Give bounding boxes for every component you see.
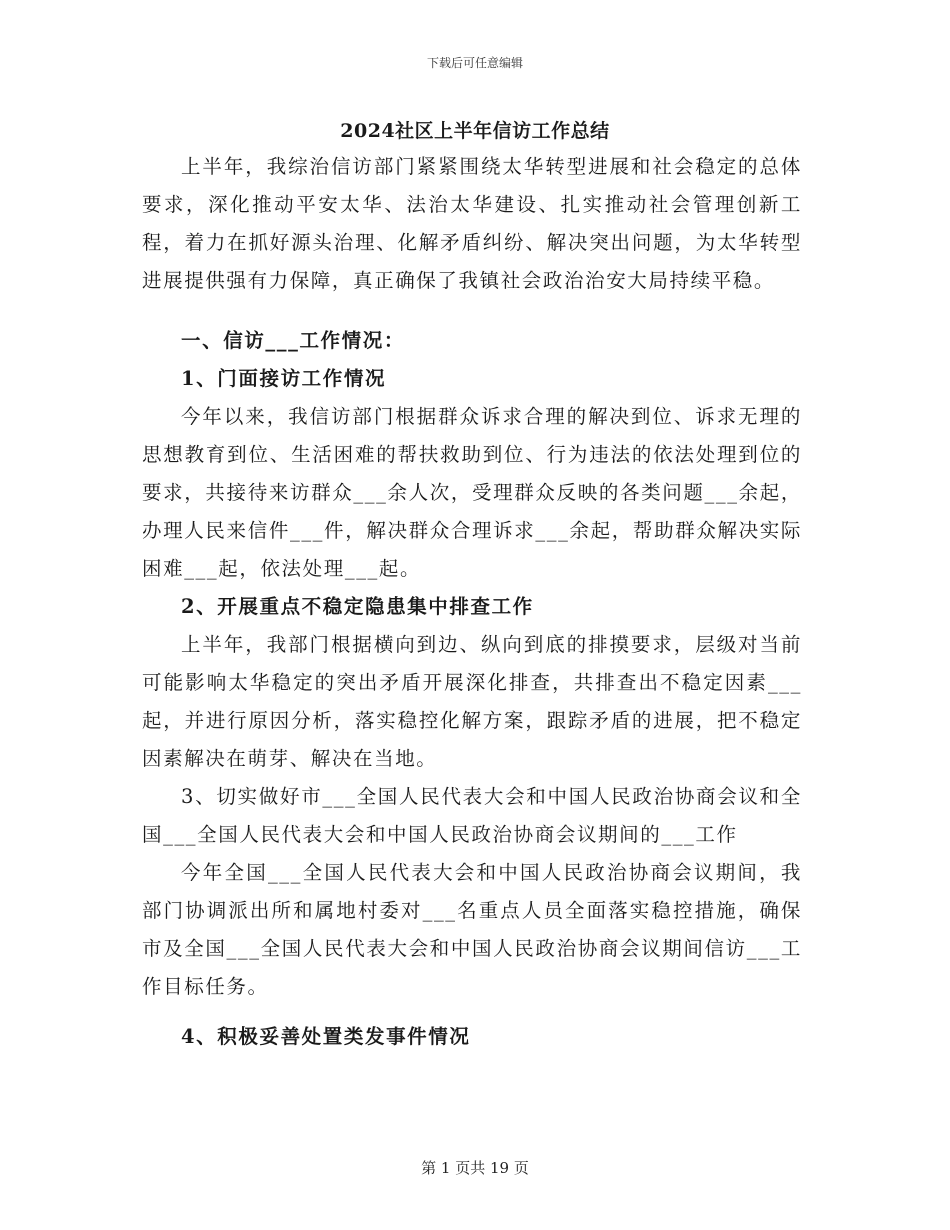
body-paragraph: 上半年，我部门根据横向到边、纵向到底的排摸要求，层级对当前可能影响太华稳定的突出矛盾开展深化排查，共排查出不稳定因素___起，并进行原因分析，落实稳控化解方案，跟踪矛盾的进展，把不稳定因素解决在萌芽、解决在当地。 <box>142 633 802 770</box>
section-heading: 一、信访___工作情况： <box>181 329 405 352</box>
body-paragraph: 今年以来，我信访部门根据群众诉求合理的解决到位、诉求无理的思想教育到位、生活困难的帮扶救助到位、行为违法的依法处理到位的要求，共接待来访群众___余人次，受理群众反映的各类问题___余起，办理人民来信件___件，解决群众合理诉求___余起，帮助群众解决实际困难___起，依法处理___起。 <box>142 405 802 580</box>
intro-paragraph: 上半年，我综治信访部门紧紧围绕太华转型进展和社会稳定的总体要求，深化推动平安太华、法治太华建设、扎实推动社会管理创新工程，着力在抓好源头治理、化解矛盾纠纷、解决突出问题，为太华转型进展提供强有力保障，真正确保了我镇社会政治治安大局持续平稳。 <box>142 155 802 292</box>
document-title: 2024社区上半年信访工作总结 <box>340 120 610 142</box>
body-paragraph: 今年全国___全国人民代表大会和中国人民政治协商会议期间，我部门协调派出所和属地村委对___名重点人员全面落实稳控措施，确保市及全国___全国人民代表大会和中国人民政治协商会议期间信访___工作目标任务。 <box>142 861 802 998</box>
subsection-heading: 3、切实做好市___全国人民代表大会和中国人民政治协商会议和全国___全国人民代表大会和中国人民政治协商会议期间的___工作 <box>142 785 802 846</box>
subsection-heading: 1、门面接访工作情况 <box>181 367 387 390</box>
subsection-heading: 2、开展重点不稳定隐患集中排查工作 <box>181 595 534 618</box>
page-number: 第 1 页共 19 页 <box>421 1159 529 1177</box>
document-body <box>142 148 802 1056</box>
header-note: 下载后可任意编辑 <box>426 56 523 70</box>
subsection-heading: 4、积极妥善处置类发事件情况 <box>181 1025 471 1048</box>
